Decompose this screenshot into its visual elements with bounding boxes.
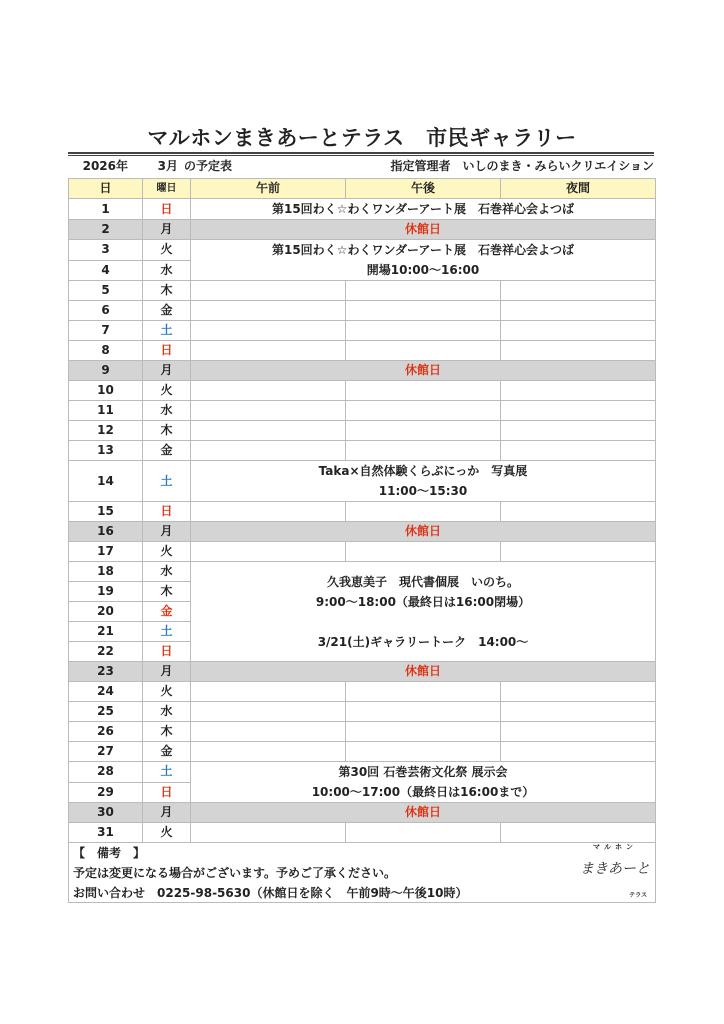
weekday: 日 [143, 782, 191, 803]
weekday: 木 [143, 421, 191, 441]
day-number: 6 [69, 301, 143, 321]
closed-label: 休館日 [191, 522, 656, 542]
afternoon-cell [346, 682, 501, 702]
table-row [69, 401, 656, 421]
header-night: 夜間 [501, 179, 656, 199]
notes-label: 【 備考 】 [73, 846, 146, 860]
table-row [69, 502, 656, 522]
table-row [69, 662, 656, 682]
header-day: 日 [69, 179, 143, 199]
table-row [69, 341, 656, 361]
day-number: 16 [69, 522, 143, 542]
night-cell [501, 421, 656, 441]
day-number: 23 [69, 662, 143, 682]
weekday: 木 [143, 722, 191, 742]
night-cell [501, 722, 656, 742]
night-cell [501, 702, 656, 722]
page-title: マルホンまきあーとテラス 市民ギャラリー [147, 126, 577, 150]
table-row [69, 542, 656, 562]
night-cell [501, 341, 656, 361]
day-number: 3 [69, 240, 143, 261]
weekday: 月 [143, 361, 191, 381]
day-number: 22 [69, 642, 143, 662]
night-cell [501, 381, 656, 401]
afternoon-cell [346, 502, 501, 522]
title-rule [68, 152, 654, 154]
night-cell [501, 502, 656, 522]
event-line: 9:00〜18:00（最終日は16:00閉場） [315, 594, 531, 609]
table-row [69, 220, 656, 240]
afternoon-cell [346, 702, 501, 722]
morning-cell [191, 742, 346, 762]
event-line: 10:00〜17:00（最終日は16:00まで） [311, 785, 535, 799]
weekday: 火 [143, 682, 191, 702]
table-row [69, 281, 656, 301]
weekday: 火 [143, 240, 191, 261]
day-number: 4 [69, 260, 143, 281]
weekday: 水 [143, 260, 191, 281]
weekday: 月 [143, 662, 191, 682]
weekday: 金 [143, 602, 191, 622]
afternoon-cell [346, 823, 501, 843]
weekday: 日 [143, 502, 191, 522]
day-number: 15 [69, 502, 143, 522]
weekday: 水 [143, 401, 191, 421]
night-cell [501, 542, 656, 562]
day-number: 21 [69, 622, 143, 642]
afternoon-cell [346, 722, 501, 742]
notes-line2: お問い合わせ 0225-98-5630（休館日を除く 午前9時〜午後10時） [73, 886, 468, 900]
day-number: 1 [69, 199, 143, 220]
table-row [69, 199, 656, 220]
morning-cell [191, 421, 346, 441]
weekday: 土 [143, 622, 191, 642]
logo-main: まきあーと [580, 861, 650, 877]
day-number: 24 [69, 682, 143, 702]
afternoon-cell [346, 742, 501, 762]
table-row [69, 301, 656, 321]
table-row [69, 240, 656, 261]
closed-label: 休館日 [191, 662, 656, 682]
closed-label: 休館日 [191, 361, 656, 381]
table-row [69, 562, 656, 582]
weekday: 水 [143, 702, 191, 722]
event-cell [191, 762, 656, 803]
event-line: 第15回わく☆わくワンダーアート展 石巻祥心会よつば [271, 202, 575, 216]
table-row [69, 682, 656, 702]
header-weekday: 曜日 [143, 179, 191, 199]
table-row [69, 702, 656, 722]
day-number: 11 [69, 401, 143, 421]
table-row [69, 742, 656, 762]
weekday: 日 [143, 642, 191, 662]
weekday: 土 [143, 762, 191, 783]
morning-cell [191, 401, 346, 421]
table-row [69, 421, 656, 441]
event-line: 久我恵美子 現代書個展 いのち。 [326, 574, 519, 589]
manager: 指定管理者 いしのまき・みらいクリエイション [390, 159, 654, 173]
day-number: 12 [69, 421, 143, 441]
night-cell [501, 281, 656, 301]
logo [579, 842, 653, 902]
day-number: 31 [69, 823, 143, 843]
month: 3月 [157, 159, 178, 173]
weekday: 月 [143, 522, 191, 542]
table-row [69, 441, 656, 461]
morning-cell [191, 823, 346, 843]
day-number: 10 [69, 381, 143, 401]
afternoon-cell [346, 421, 501, 441]
day-number: 28 [69, 762, 143, 783]
night-cell [501, 441, 656, 461]
day-number: 9 [69, 361, 143, 381]
event-line: 11:00〜15:30 [378, 484, 468, 498]
weekday: 月 [143, 220, 191, 240]
day-number: 19 [69, 582, 143, 602]
event-cell [191, 562, 656, 662]
logo-top: マルホン [593, 842, 637, 851]
weekday: 日 [143, 199, 191, 220]
table-row [69, 823, 656, 843]
morning-cell [191, 542, 346, 562]
morning-cell [191, 682, 346, 702]
logo-bottom: テラス [629, 892, 647, 899]
afternoon-cell [346, 341, 501, 361]
weekday: 金 [143, 441, 191, 461]
weekday: 木 [143, 582, 191, 602]
weekday: 土 [143, 461, 191, 502]
table-row [69, 803, 656, 823]
month-suffix: の予定表 [184, 159, 233, 173]
morning-cell [191, 702, 346, 722]
morning-cell [191, 381, 346, 401]
afternoon-cell [346, 542, 501, 562]
table-row [69, 722, 656, 742]
afternoon-cell [346, 281, 501, 301]
morning-cell [191, 441, 346, 461]
event-line: 開場10:00〜16:00 [366, 263, 480, 277]
table-row [69, 321, 656, 341]
morning-cell [191, 281, 346, 301]
schedule-table [68, 178, 656, 843]
day-number: 18 [69, 562, 143, 582]
night-cell [501, 682, 656, 702]
weekday: 火 [143, 381, 191, 401]
morning-cell [191, 321, 346, 341]
weekday: 金 [143, 301, 191, 321]
day-number: 5 [69, 281, 143, 301]
afternoon-cell [346, 301, 501, 321]
event-line: 3/21(土)ギャラリートーク 14:00〜 [317, 634, 529, 649]
day-number: 27 [69, 742, 143, 762]
event-line [191, 612, 655, 632]
day-number: 2 [69, 220, 143, 240]
day-number: 7 [69, 321, 143, 341]
closed-label: 休館日 [191, 220, 656, 240]
afternoon-cell [346, 441, 501, 461]
table-row [69, 762, 656, 783]
header-morning: 午前 [191, 179, 346, 199]
day-number: 29 [69, 782, 143, 803]
weekday: 水 [143, 562, 191, 582]
title-rule-thin [68, 155, 654, 156]
morning-cell [191, 301, 346, 321]
weekday: 金 [143, 742, 191, 762]
table-row [69, 381, 656, 401]
day-number: 17 [69, 542, 143, 562]
day-number: 20 [69, 602, 143, 622]
day-number: 25 [69, 702, 143, 722]
weekday: 土 [143, 321, 191, 341]
afternoon-cell [346, 401, 501, 421]
event-line: Taka×自然体験くらぶにっか 写真展 [318, 464, 528, 478]
night-cell [501, 401, 656, 421]
afternoon-cell [346, 321, 501, 341]
morning-cell [191, 502, 346, 522]
weekday: 火 [143, 823, 191, 843]
morning-cell [191, 722, 346, 742]
header-afternoon: 午後 [346, 179, 501, 199]
event-line: 第15回わく☆わくワンダーアート展 石巻祥心会よつば [271, 243, 575, 257]
weekday: 月 [143, 803, 191, 823]
day-number: 26 [69, 722, 143, 742]
day-number: 30 [69, 803, 143, 823]
afternoon-cell [346, 381, 501, 401]
night-cell [501, 823, 656, 843]
night-cell [501, 742, 656, 762]
day-number: 13 [69, 441, 143, 461]
year: 2026年 [82, 159, 128, 173]
day-number: 8 [69, 341, 143, 361]
event-cell [191, 240, 656, 281]
event-line: 第30回 石巻芸術文化祭 展示会 [338, 765, 508, 779]
table-row [69, 361, 656, 381]
table-row [69, 522, 656, 542]
day-number: 14 [69, 461, 143, 502]
weekday: 日 [143, 341, 191, 361]
weekday: 火 [143, 542, 191, 562]
event-cell [191, 461, 656, 502]
event-cell [191, 199, 656, 220]
morning-cell [191, 341, 346, 361]
header-row [69, 179, 656, 199]
weekday: 木 [143, 281, 191, 301]
night-cell [501, 301, 656, 321]
table-row [69, 461, 656, 502]
closed-label: 休館日 [191, 803, 656, 823]
subheader [68, 157, 654, 175]
notes-line1: 予定は変更になる場合がございます。予めご了承ください。 [73, 866, 397, 880]
night-cell [501, 321, 656, 341]
notes [68, 842, 656, 903]
